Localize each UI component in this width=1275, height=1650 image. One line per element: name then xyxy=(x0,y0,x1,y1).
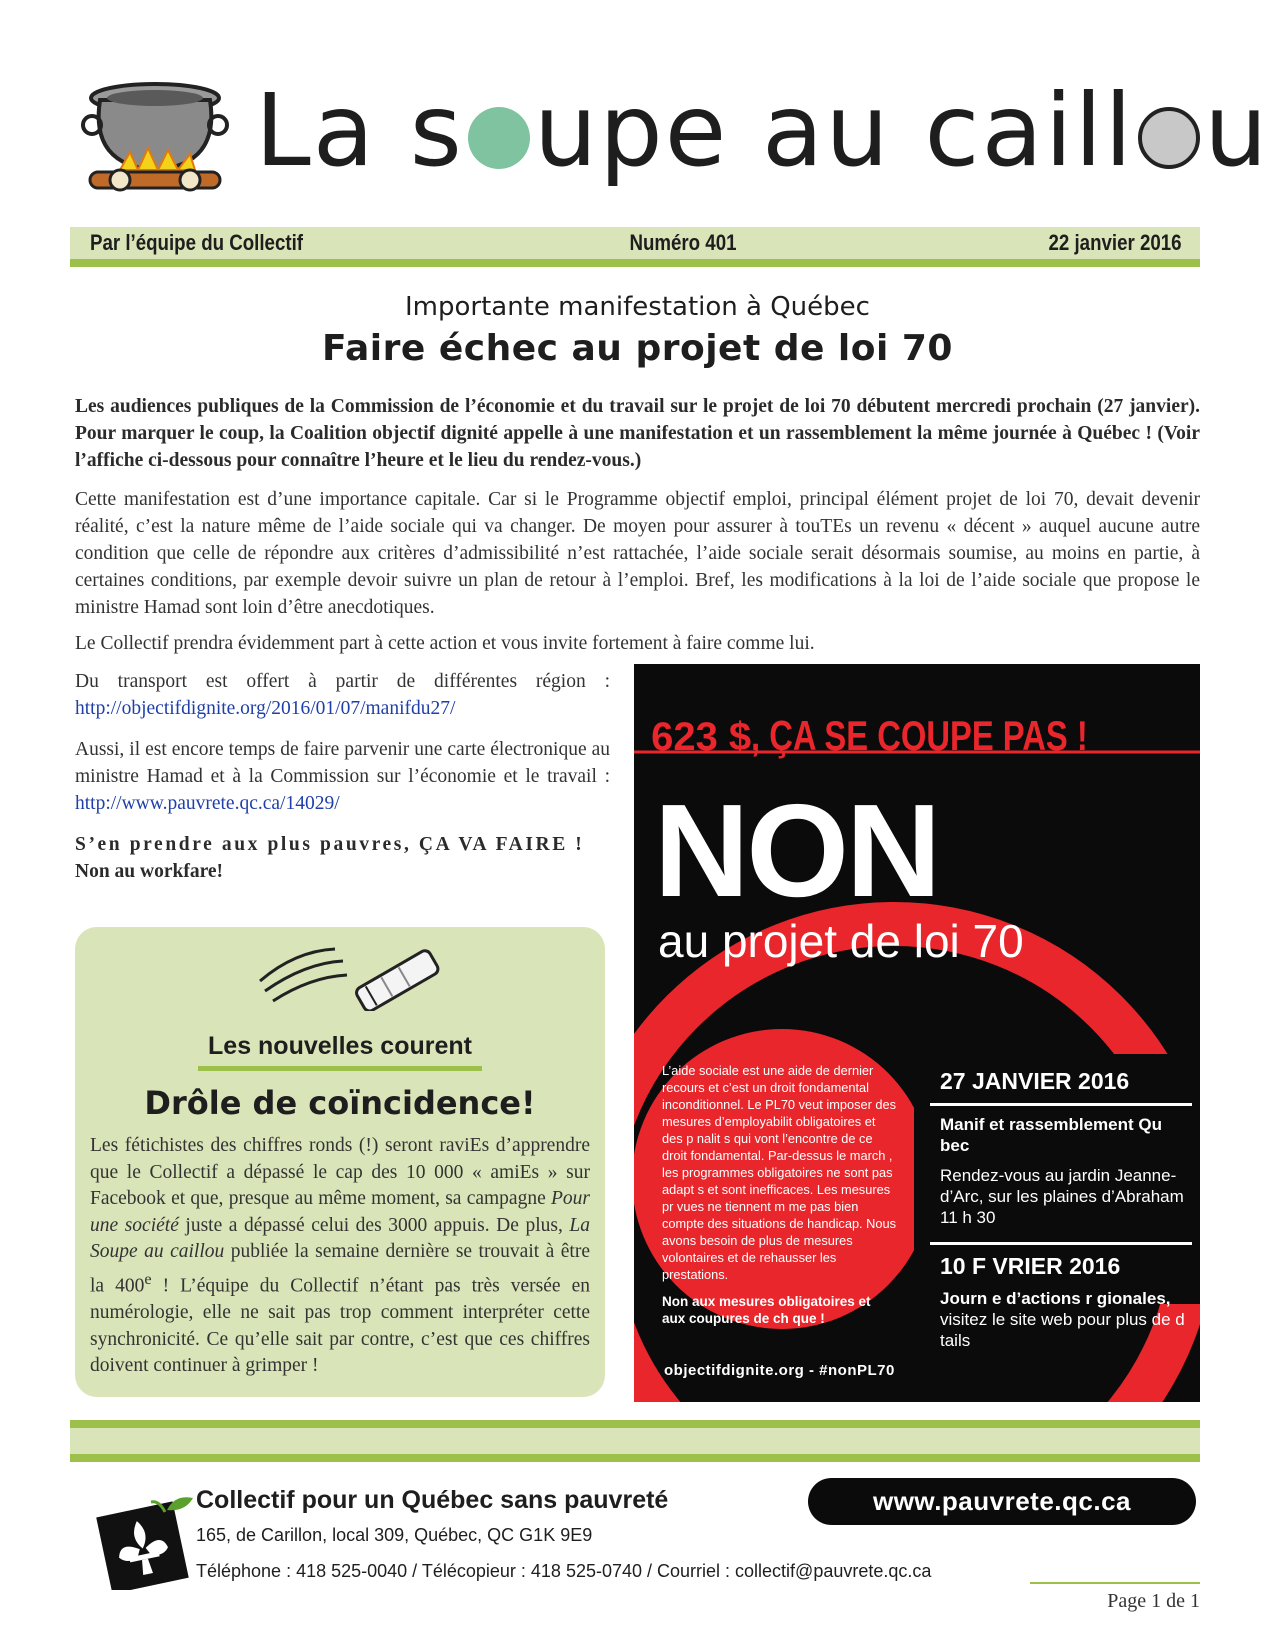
newsbox-kicker: Les nouvelles courent xyxy=(208,1032,472,1060)
org-address: 165, de Carillon, local 309, Québec, QC G1K 9E9 xyxy=(196,1525,593,1545)
poster-events xyxy=(940,1068,1190,1351)
poster-event-2-rest: visitez le site web pour plus de d tails xyxy=(940,1310,1185,1350)
website-link[interactable]: www.pauvrete.qc.ca xyxy=(808,1478,1196,1525)
article-paragraph-1: Cette manifestation est d’une importance capitale. Car si le Programme objectif emploi, principal élément projet de loi 70, devait devenir réalité, c’est la nature même de l’aide sociale qui va changer. De moyen pour assurer à touTEs un revenu « décent » auquel aucune autre condition que celle de répondre aux critères d’admissibilité n’est rattachée, l’aide sociale serait désormais soumise, au moins en partie, à certaines conditions, par exemple devoir suivre un plan de retour à l’emploi. Bref, les modifications à la loi de l’aide sociale que propose le ministre Hamad sont loin d’être anecdotiques. xyxy=(75,489,1200,618)
newsbox-body-2: juste a dépassé celui des 3000 appuis. De plus, xyxy=(178,1214,570,1236)
fleur-de-lis-logo-icon xyxy=(95,1490,195,1590)
left-column xyxy=(75,668,610,899)
slogan-line-1: S’en prendre aux plus pauvres, ÇA VA FAIRE ! xyxy=(75,834,585,855)
page-rule xyxy=(1030,1582,1200,1584)
org-contact: Téléphone : 418 525-0040 / Télécopieur : 418 525-0740 / Courriel : collectif@pauvrete.qc.ca xyxy=(196,1561,932,1581)
poster-rule-2 xyxy=(930,1242,1192,1245)
poster-loi: au projet de loi 70 xyxy=(658,915,1024,967)
newsbox-title: Drôle de coïncidence! xyxy=(144,1084,536,1122)
newsbox-superscript: e xyxy=(144,1269,152,1288)
slogan-line-2: Non au workfare! xyxy=(75,861,224,882)
page-number: Page 1 de 1 xyxy=(1107,1590,1200,1612)
card-paragraph xyxy=(75,736,610,817)
transport-paragraph xyxy=(75,668,610,722)
poster-event-2-bold: Journ e d’actions r gionales, xyxy=(940,1289,1171,1308)
newsbox-italic-2: La Soupe au caillou xyxy=(90,1214,591,1263)
green-o-icon xyxy=(468,107,530,169)
logo-part-2: upe au caill xyxy=(533,72,1135,189)
poster-event-1: Manif et rassemblement Qu bec xyxy=(940,1115,1163,1155)
newsletter-logo xyxy=(255,66,1270,196)
article-lead: Les audiences publiques de la Commission de l’économie et du travail sur le projet de loi 70 débutent mercredi prochain (27 janvier). Pour marquer le coup, la Coalition objectif dignité appelle à une manifestation et un rassemblement la même journée à Québec ! (Voir l’affiche ci-dessous pour connaître l’heure et le lieu du rendez-vous.) xyxy=(75,396,1200,471)
poster-disc-body: L’aide sociale est une aide de dernier recours et c’est un droit fondamental inconditionnel. Le PL70 veut imposer des mesures d’employabilit obligatoires et des p nalit s qui vont l’encontre de ce droit fondamental. Par-dessus le march , les programmes obligatoires ne sont pas adapt s et sont inefficaces. Les mesures pr vues ne tiennent m me pas bien compte des situations de handicap. Nous avons besoin de plus de mesures volontaires et de rehausser les prestations. xyxy=(662,1063,897,1282)
issue-date: 22 janvier 2016 xyxy=(1048,230,1182,255)
newsbox-body-1: Les fétichistes des chiffres ronds (!) seront raviEs d’apprendre que le Collectif a dépassé le cap des 10 000 « amiEs » sur Facebook et que, presque au même moment, sa campagne xyxy=(90,1135,590,1210)
poster-non: NON xyxy=(654,777,939,924)
poster-rule-1 xyxy=(930,1103,1192,1106)
newsbox-body xyxy=(90,1133,590,1380)
poster-price-amount: 623 $ xyxy=(651,715,752,759)
issue-bar xyxy=(70,227,1200,267)
soup-pot-icon xyxy=(80,70,230,200)
poster-disc-bold: Non aux mesures obligatoires et aux coupures de ch que ! xyxy=(662,1294,871,1326)
protest-poster xyxy=(634,664,1200,1402)
article-kicker: Importante manifestation à Québec xyxy=(405,292,870,322)
issue-author: Par l’équipe du Collectif xyxy=(90,230,304,255)
transport-link[interactable]: http://objectifdignite.org/2016/01/07/manifdu27/ xyxy=(75,698,456,719)
poster-footer: objectifdignite.org - #nonPL70 xyxy=(664,1362,895,1379)
issue-number: Numéro 401 xyxy=(629,230,737,255)
newsbox-kicker-underline xyxy=(198,1066,482,1071)
poster-date-2: 10 F VRIER 2016 xyxy=(940,1253,1121,1279)
flying-newspaper-icon xyxy=(255,941,445,1011)
article-headline: Faire échec au projet de loi 70 xyxy=(322,328,953,369)
article-paragraph-2: Le Collectif prendra évidemment part à cette action et vous invite fortement à faire comme lui. xyxy=(75,633,815,654)
newsbox-body-3: publiée la semaine dernière se trouvait à être la 400 xyxy=(90,1241,590,1297)
poster-price-slogan: , ÇA SE COUPE PAS ! xyxy=(751,712,1088,759)
news-box xyxy=(75,927,605,1397)
slogan xyxy=(75,831,610,885)
card-link[interactable]: http://www.pauvrete.qc.ca/14029/ xyxy=(75,793,340,814)
poster-date-1: 27 JANVIER 2016 xyxy=(940,1068,1130,1094)
stone-o-icon xyxy=(1138,107,1200,169)
poster-event-2 xyxy=(940,1288,1190,1351)
footer-bar xyxy=(70,1420,1200,1462)
org-name: Collectif pour un Québec sans pauvreté xyxy=(196,1486,669,1514)
transport-text: Du transport est offert à partir de différentes région : xyxy=(75,671,610,692)
logo-part-1: La s xyxy=(255,72,464,189)
card-text: Aussi, il est encore temps de faire parvenir une carte électronique au ministre Hamad et à la Commission sur l’économie et le travail : xyxy=(75,739,610,787)
masthead xyxy=(70,60,1270,210)
logo-part-3: u xyxy=(1204,72,1270,189)
poster-price xyxy=(634,712,1200,760)
newsbox-italic-1: Pour une société xyxy=(90,1188,590,1236)
poster-disc-text xyxy=(662,1062,897,1327)
poster-info-1: Rendez-vous au jardin Jeanne-d’Arc, sur les plaines d’Abraham 11 h 30 xyxy=(940,1166,1184,1227)
newsbox-body-4: ! L’équipe du Collectif n’étant pas très versée en numérologie, elle ne sait pas trop comment interpréter cette synchronicité. Ce qu’elle sait par contre, c’est que ces chiffres doivent continuer à grimper ! xyxy=(90,1275,590,1377)
